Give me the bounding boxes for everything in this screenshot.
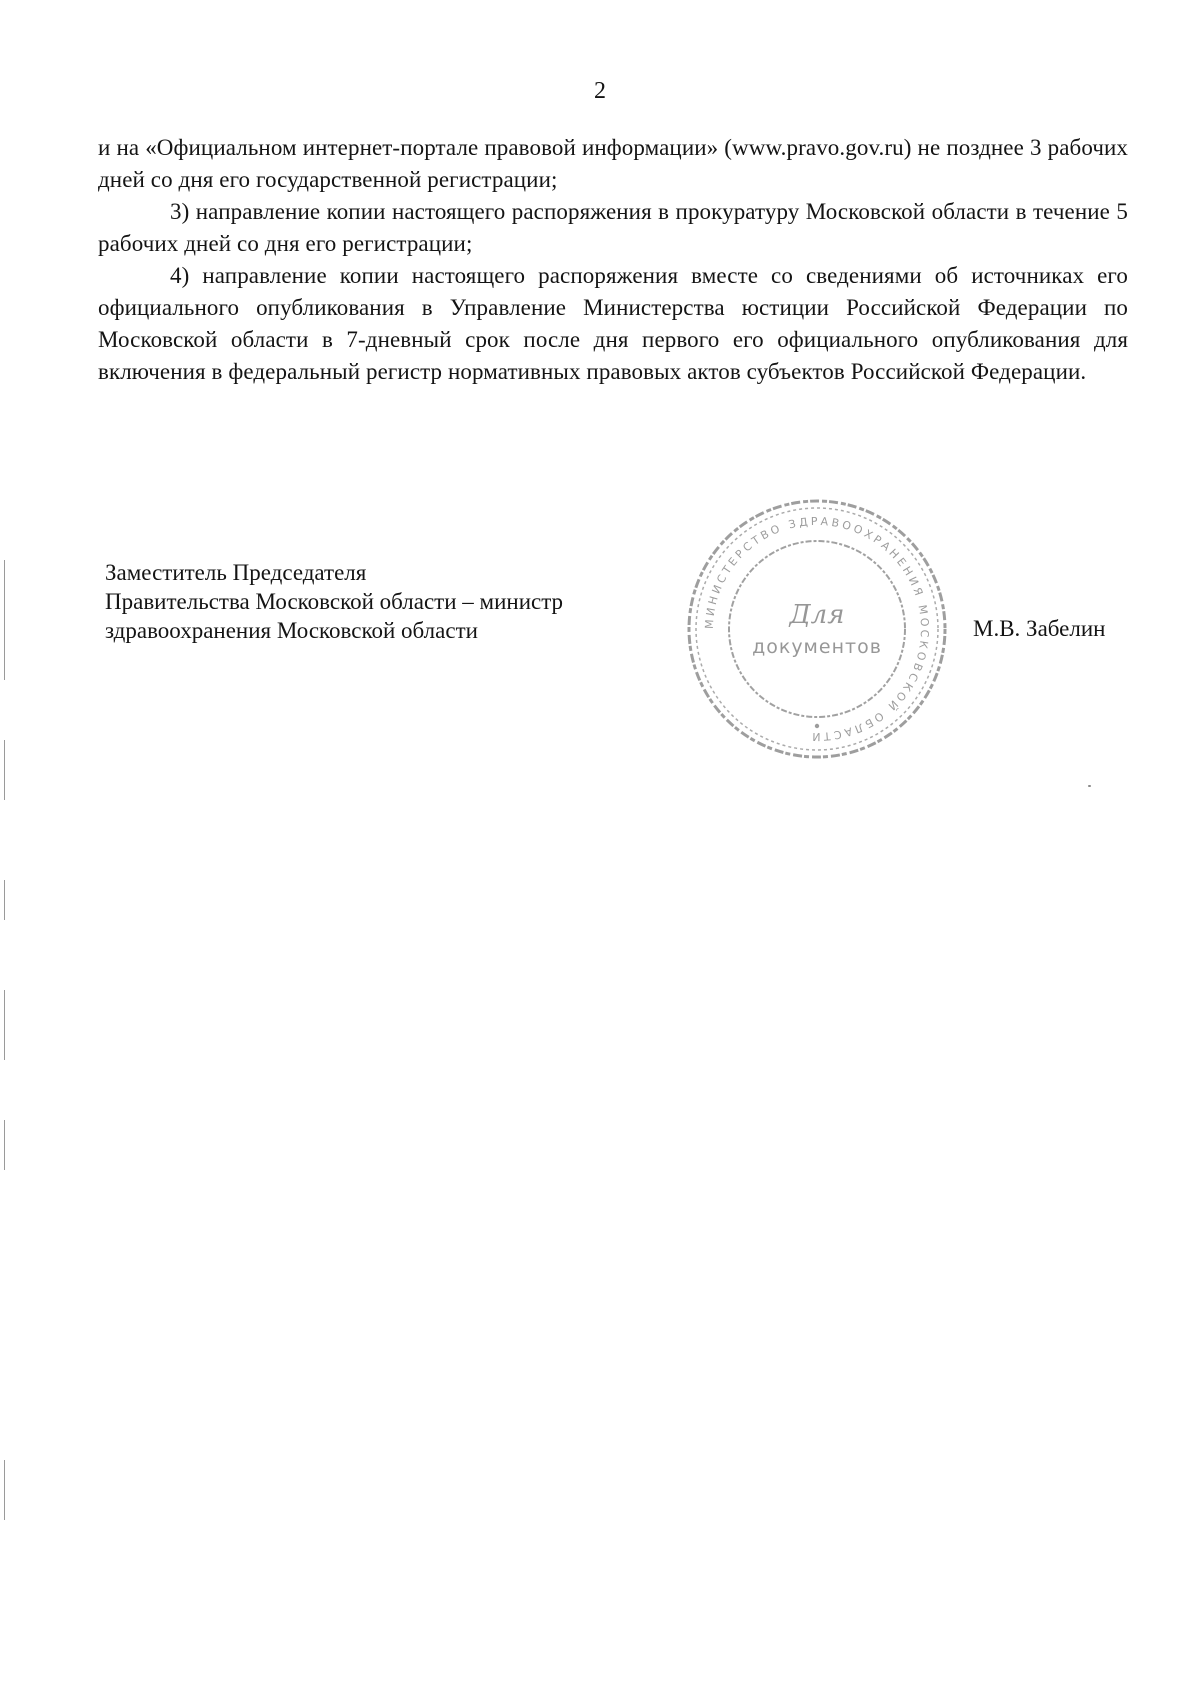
page-number: 2 (594, 78, 606, 104)
document-body (98, 132, 1128, 388)
signer-position-line: здравоохранения Московской области (105, 618, 478, 643)
paragraph-item-3: 3) направление копии настоящего распоряжения в прокуратуру Московской области в течение 5 рабочих дней со дня его регистрации; (98, 199, 1128, 256)
stamp-center-text-line2: документов (752, 636, 882, 658)
stamp-center-text-line1: Для (789, 600, 845, 630)
paragraph-item-4: 4) направление копии настоящего распоряжения вместе со сведениями об источниках его официального опубликования в Управление Министерства юстиции Российской Федерации по Московской области в 7-дневный срок после дня первого его официального опубликования для включения в федеральный регистр нормативных правовых актов субъектов Российской Федерации. (98, 263, 1128, 384)
signer-position (105, 558, 563, 645)
stamp-ring-text: МИНИСТЕРСТВО ЗДРАВООХРАНЕНИЯ МОСКОВСКОЙ ОБЛАСТИ (702, 514, 932, 744)
signer-position-line: Правительства Московской области – министр (105, 589, 564, 614)
paragraph-continuation: и на «Официальном интернет-портале правовой информации» (www.pravo.gov.ru) не позднее 3 рабочих дней со дня его государственной регистрации; (98, 135, 1128, 192)
signer-position-line: Заместитель Председателя (105, 560, 367, 585)
stamp-star (815, 724, 819, 728)
official-seal-stamp (683, 495, 951, 763)
scan-margin-marks (4, 560, 7, 1610)
scan-speck (1088, 785, 1091, 787)
signer-name: М.В. Забелин (973, 616, 1106, 641)
